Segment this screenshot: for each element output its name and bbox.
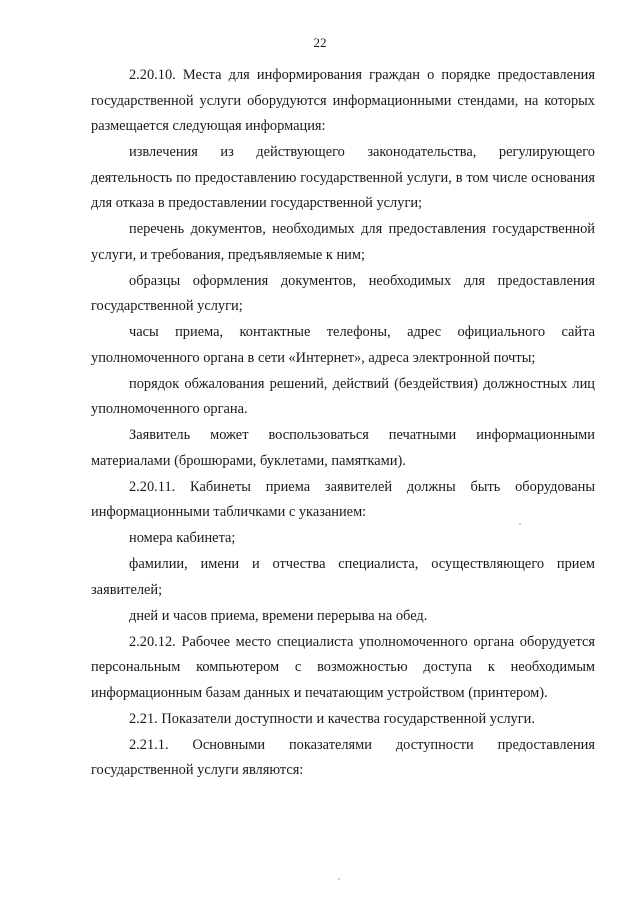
paragraph-reception-hours: часы приема, контактные телефоны, адрес официального сайта уполномоченного органа в сети «Интернет», адреса электронной почты; (91, 324, 595, 366)
paragraph-printed-materials: Заявитель может воспользоваться печатными информационными материалами (брошюрами, буклетами, памятками). (91, 427, 595, 469)
paragraph-room-number: номера кабинета; (129, 530, 236, 546)
paragraph-appeal-procedure: порядок обжалования решений, действий (бездействия) должностных лиц уполномоченного органа. (91, 375, 595, 417)
paragraph-reception-days: дней и часов приема, времени перерыва на обед. (129, 607, 428, 624)
paragraph-2-20-10: 2.20.10. Места для информирования граждан о порядке предоставления государственной услуги оборудуются информационными стендами, на которых размещается следующая информация: (91, 67, 595, 134)
paragraph-document-samples: образцы оформления документов, необходимых для предоставления государственной услуги; (91, 272, 595, 314)
paragraph-2-20-12: 2.20.12. Рабочее место специалиста уполномоченного органа оборудуется персональным компьютером с возможностью доступа к необходимым информационным базам данных и печатающим устройством (принтером). (91, 633, 595, 701)
page-number: 22 (313, 35, 327, 50)
document-body (91, 63, 595, 784)
paragraph-documents-list: перечень документов, необходимых для предоставления государственной услуги, и требования, предъявляемые к ним; (91, 221, 595, 263)
paragraph-2-20-11: 2.20.11. Кабинеты приема заявителей должны быть оборудованы информационными табличками с указанием: (91, 478, 595, 520)
paragraph-2-21-1: 2.21.1. Основными показателями доступности предоставления государственной услуги являются: (91, 736, 595, 778)
paragraph-legislation-extracts: извлечения из действующего законодательства, регулирующего деятельность по предоставлению государственной услуги, в том числе основания для отказа в предоставлении государственной услуги; (91, 144, 595, 211)
scan-speck (519, 523, 521, 525)
paragraph-2-21: 2.21. Показатели доступности и качества государственной услуги. (129, 710, 535, 727)
scan-speck (338, 878, 340, 880)
paragraph-specialist-name: фамилии, имени и отчества специалиста, осуществляющего прием заявителей; (91, 556, 595, 598)
